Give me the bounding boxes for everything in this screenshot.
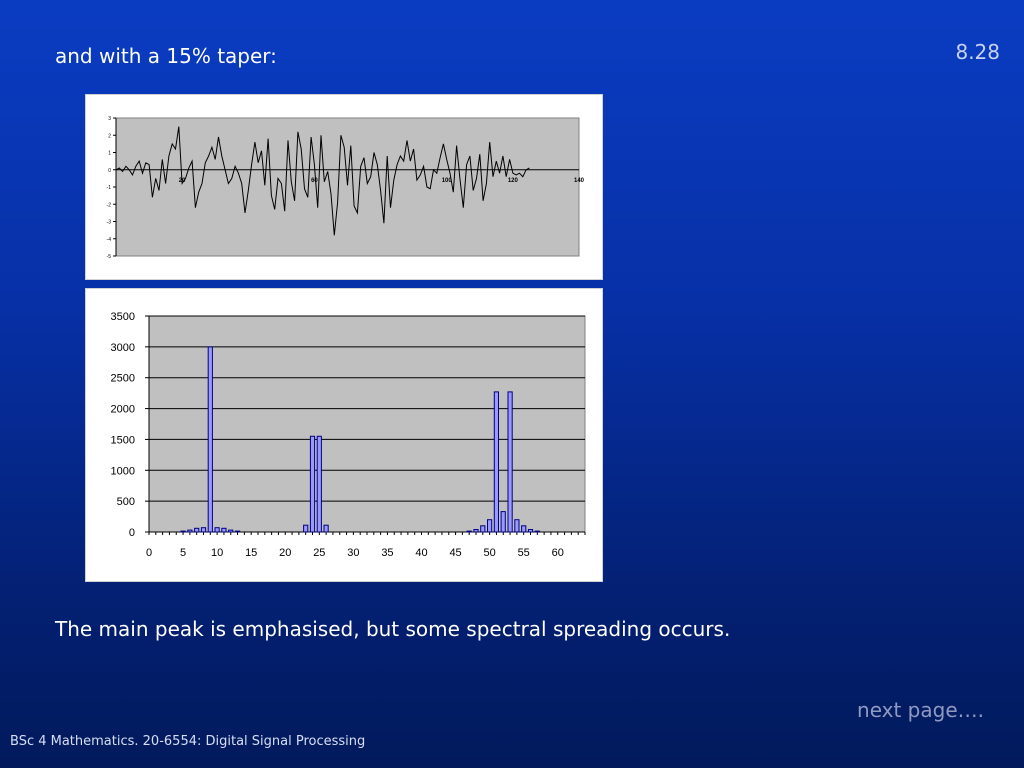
y-tick-label: 0 <box>128 527 135 539</box>
spectrum-bar <box>201 528 205 532</box>
x-tick-label: 55 <box>517 547 530 559</box>
y-tick-label: 3000 <box>110 341 135 354</box>
time-series-chart-frame <box>85 94 603 280</box>
spectrum-bar <box>236 531 240 532</box>
y-tick-label: 3 <box>108 116 111 122</box>
spectrum-bar <box>481 526 485 532</box>
y-tick-label: -2 <box>106 202 111 209</box>
slide-number: 8.28 <box>955 40 1000 64</box>
spectrum-bar <box>508 392 512 532</box>
x-tick-label: 60 <box>311 177 318 184</box>
spectrum-bar <box>188 530 192 532</box>
y-tick-label: 0 <box>108 167 111 174</box>
spectrum-bar <box>488 520 492 532</box>
y-tick-label: 2 <box>108 133 111 140</box>
spectrum-bar <box>474 530 478 533</box>
x-tick-label: 30 <box>347 547 360 559</box>
spectrum-bar <box>535 531 539 532</box>
x-tick-label: 120 <box>507 177 518 184</box>
spectrum-bar <box>208 347 212 532</box>
spectrum-bar <box>195 528 199 532</box>
spectrum-bar-chart-frame <box>85 288 603 582</box>
y-tick-label: 1500 <box>110 434 135 447</box>
y-tick-label: 1 <box>108 150 111 157</box>
spectrum-bar <box>324 525 328 532</box>
y-tick-label: 2500 <box>110 372 135 385</box>
x-tick-label: 50 <box>483 547 496 559</box>
spectrum-bar <box>528 530 532 533</box>
spectrum-bar <box>515 520 519 532</box>
spectrum-bar <box>304 525 308 532</box>
spectrum-bar <box>310 436 314 532</box>
x-tick-label: 5 <box>180 547 187 559</box>
x-tick-label: 40 <box>415 547 428 559</box>
y-tick-label: 500 <box>116 496 135 509</box>
time-series-chart <box>86 95 602 279</box>
y-tick-label: 3500 <box>110 311 135 323</box>
slide-caption: The main peak is emphasised, but some spectral spreading occurs. <box>55 617 731 641</box>
y-tick-label: -3 <box>106 219 111 226</box>
y-tick-label: -1 <box>106 185 111 191</box>
x-tick-label: 15 <box>245 547 258 559</box>
spectrum-bar-chart <box>86 289 602 581</box>
x-tick-label: 20 <box>178 177 186 184</box>
spectrum-bar <box>317 436 321 532</box>
spectrum-bar <box>501 512 505 532</box>
plot-area <box>116 118 579 256</box>
x-tick-label: 20 <box>279 547 292 559</box>
next-page-link[interactable]: next page…. <box>857 698 984 722</box>
y-tick-label: 2000 <box>110 403 135 416</box>
x-tick-label: 10 <box>211 547 224 559</box>
spectrum-bar <box>467 531 471 532</box>
y-tick-label: -5 <box>106 254 111 260</box>
x-tick-label: 140 <box>573 177 585 184</box>
y-tick-label: 1000 <box>110 465 135 478</box>
x-tick-label: 100 <box>441 177 452 184</box>
slide-heading: and with a 15% taper: <box>55 44 277 68</box>
x-tick-label: 0 <box>145 547 153 559</box>
x-tick-label: 45 <box>449 547 462 559</box>
x-tick-label: 25 <box>313 547 326 559</box>
y-tick-label: -4 <box>106 236 111 243</box>
plot-area <box>149 316 585 532</box>
x-tick-label: 35 <box>381 547 394 559</box>
spectrum-bar <box>522 526 526 532</box>
x-tick-label: 60 <box>551 547 564 559</box>
footer-course-text: BSc 4 Mathematics. 20-6554: Digital Signal Processing <box>10 734 366 749</box>
spectrum-bar <box>494 392 498 532</box>
spectrum-bar <box>181 531 185 532</box>
spectrum-bar <box>215 528 219 532</box>
spectrum-bar <box>222 528 226 532</box>
spectrum-bar <box>229 530 233 532</box>
